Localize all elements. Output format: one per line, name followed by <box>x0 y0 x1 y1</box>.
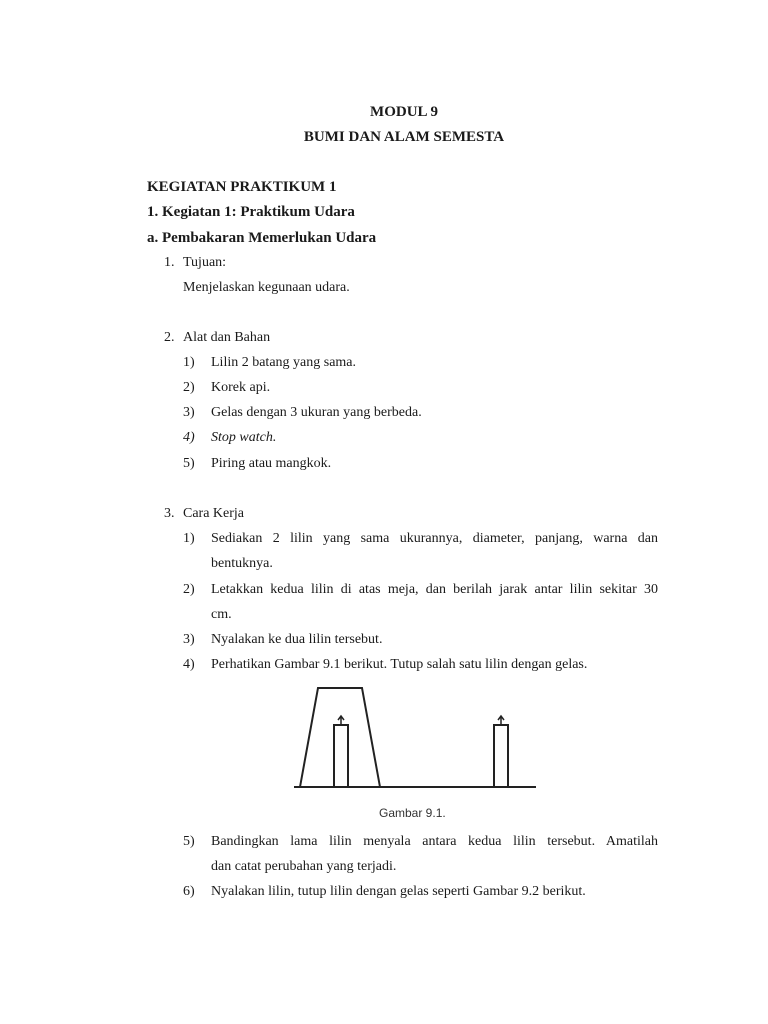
figure-caption: Gambar 9.1. <box>379 806 446 820</box>
step-text: Perhatikan Gambar 9.1 berikut. Tutup salah satu lilin dengan gelas. <box>211 657 588 672</box>
sub-heading: a. Pembakaran Memerlukan Udara <box>147 230 377 246</box>
alat-number: 2. <box>164 330 175 345</box>
figure-candle-glass <box>290 682 540 822</box>
list-item-text: Lilin 2 batang yang sama. <box>211 355 357 370</box>
step-number: 1) <box>183 531 195 546</box>
list-item-number: 5) <box>183 456 195 471</box>
module-number: MODUL 9 <box>370 104 438 120</box>
glass-outline <box>300 688 380 787</box>
wick-free <box>498 716 504 725</box>
candle-covered <box>334 725 348 787</box>
list-item-text: Stop watch. <box>211 430 277 445</box>
step-text: Bandingkan lama lilin menyala antara kedua lilin tersebut. Amatilah <box>211 834 658 849</box>
step-number: 5) <box>183 834 195 849</box>
step-text: Nyalakan ke dua lilin tersebut. <box>211 632 383 647</box>
candle-free <box>494 725 508 787</box>
list-item-text: Piring atau mangkok. <box>211 456 332 471</box>
tujuan-text: Menjelaskan kegunaan udara. <box>183 280 350 295</box>
alat-label: Alat dan Bahan <box>183 330 271 345</box>
activity-heading: 1. Kegiatan 1: Praktikum Udara <box>147 204 355 220</box>
wick-covered <box>338 716 344 725</box>
step-number: 4) <box>183 657 195 672</box>
section-heading: KEGIATAN PRAKTIKUM 1 <box>147 179 337 195</box>
step-text-cont: bentuknya. <box>211 556 273 571</box>
step-text-cont: cm. <box>211 607 232 622</box>
list-item-number: 2) <box>183 380 195 395</box>
list-item-text: Korek api. <box>211 380 271 395</box>
tujuan-label: Tujuan: <box>183 255 227 270</box>
list-item-number: 3) <box>183 405 195 420</box>
list-item-number: 4) <box>183 430 195 445</box>
step-number: 6) <box>183 884 195 899</box>
cara-label: Cara Kerja <box>183 506 245 521</box>
list-item-number: 1) <box>183 355 195 370</box>
tujuan-number: 1. <box>164 255 175 270</box>
list-item-text: Gelas dengan 3 ukuran yang berbeda. <box>211 405 422 420</box>
step-number: 3) <box>183 632 195 647</box>
step-text: Letakkan kedua lilin di atas meja, dan berilah jarak antar lilin sekitar 30 <box>211 582 658 597</box>
step-text-cont: dan catat perubahan yang terjadi. <box>211 859 397 874</box>
cara-number: 3. <box>164 506 175 521</box>
page-title: BUMI DAN ALAM SEMESTA <box>303 129 505 145</box>
step-number: 2) <box>183 582 195 597</box>
step-text: Nyalakan lilin, tutup lilin dengan gelas seperti Gambar 9.2 berikut. <box>211 884 586 899</box>
step-text: Sediakan 2 lilin yang sama ukurannya, diameter, panjang, warna dan <box>211 531 658 546</box>
